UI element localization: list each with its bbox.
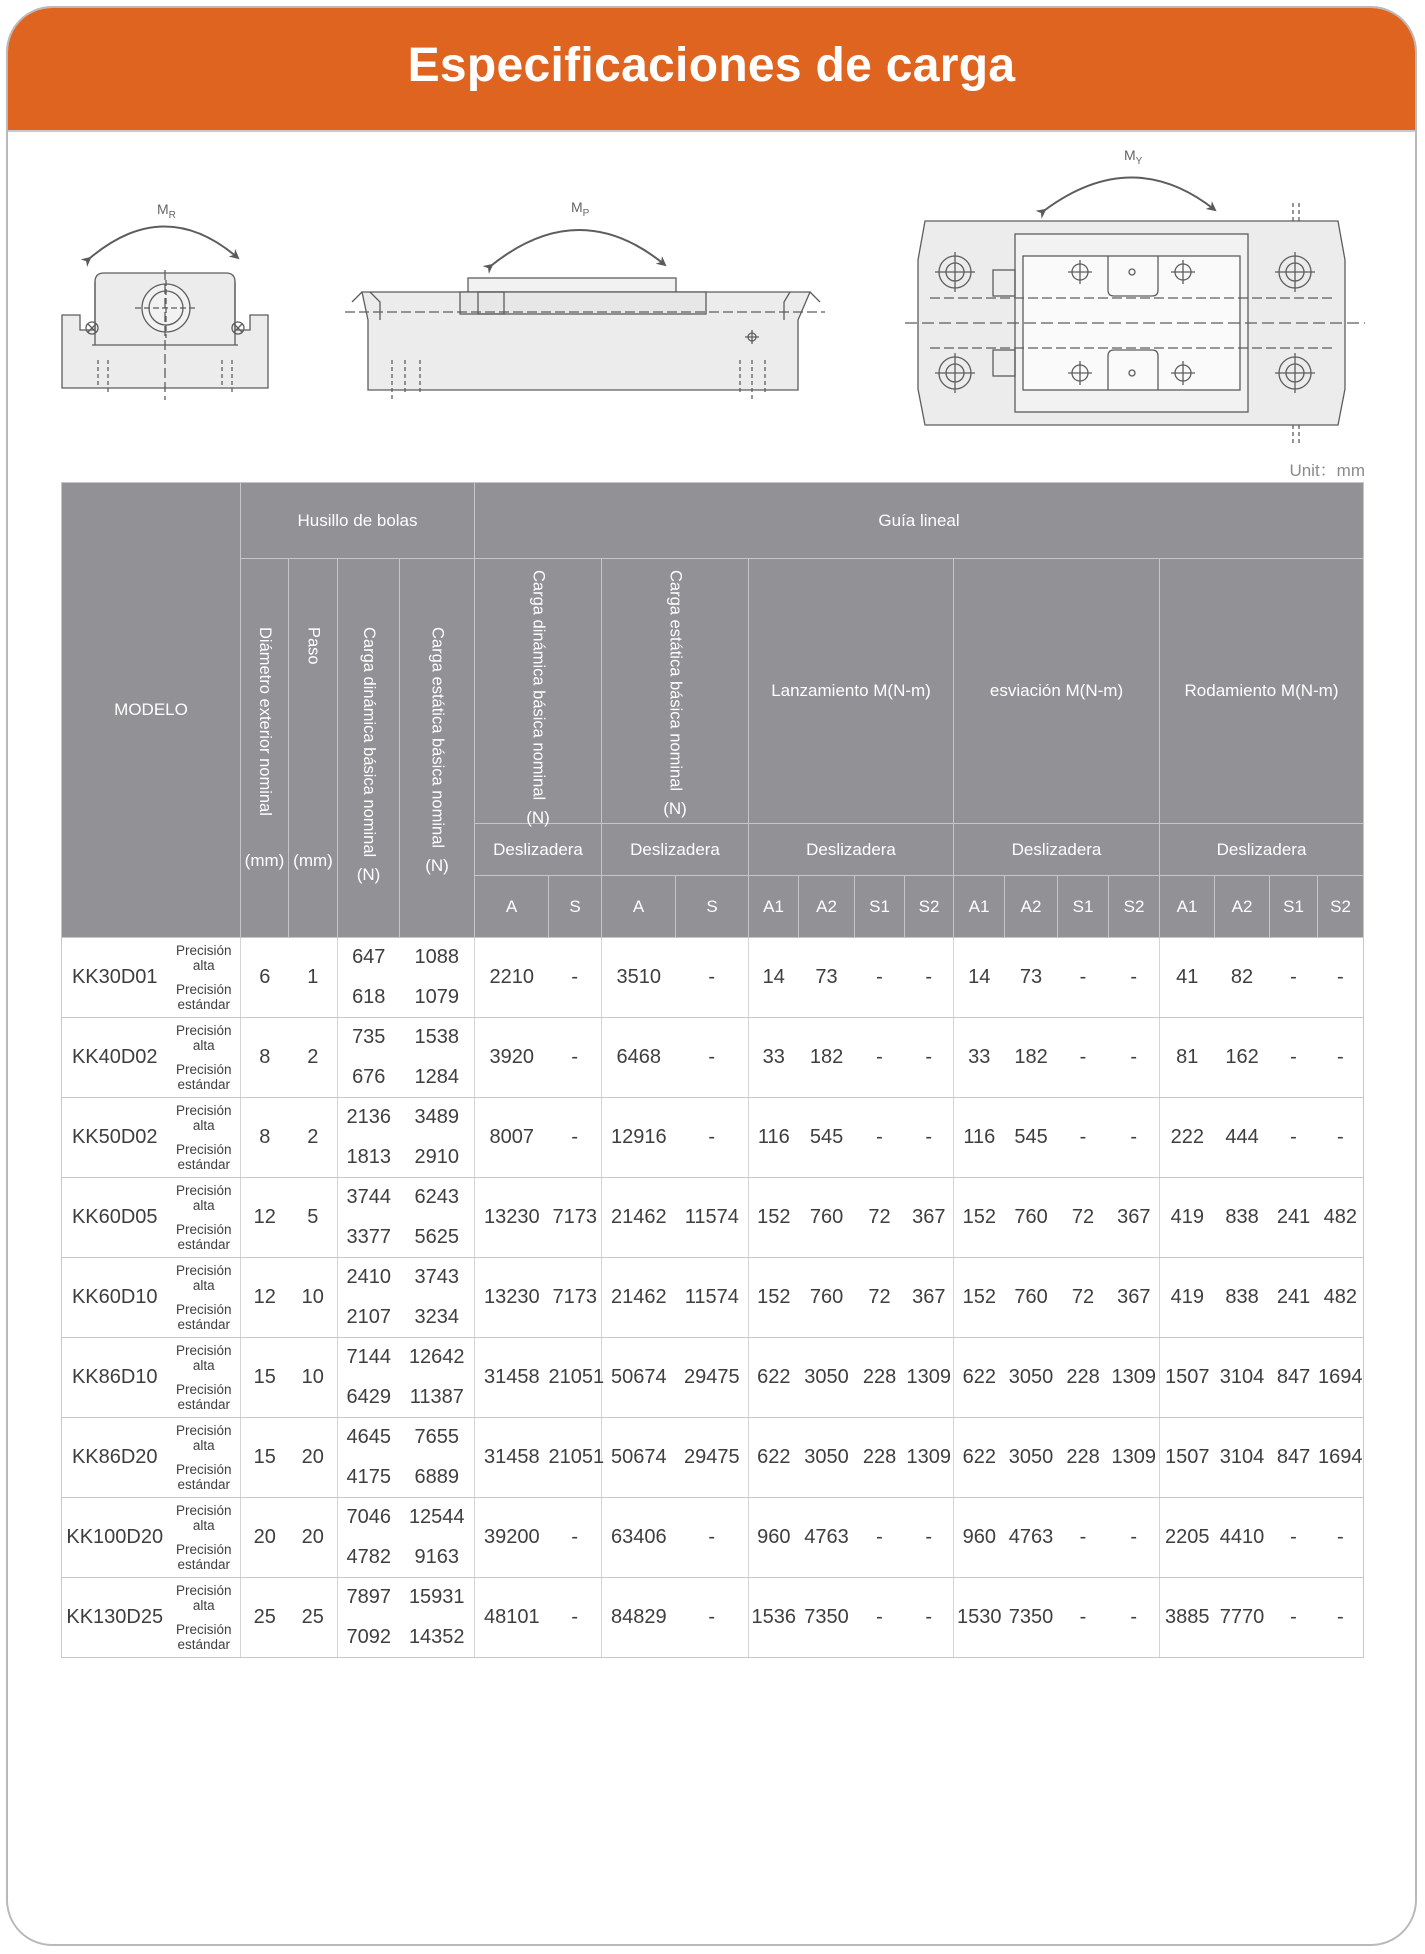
yaw-moment-cell: - — [1109, 1098, 1160, 1178]
precision-high-label: Precisión alta — [168, 938, 241, 978]
pitch-cell: 10 — [289, 1258, 338, 1338]
guide-static-s: 11574 — [676, 1258, 749, 1338]
pitch-moment-cell: - — [855, 938, 905, 1018]
roll-moment-cell: 82 — [1215, 938, 1270, 1018]
screw-dynamic-high: 7046 — [338, 1498, 400, 1538]
pitch-moment-cell: 1309 — [905, 1418, 954, 1498]
pitch-moment-cell: 228 — [855, 1338, 905, 1418]
pitch-moment-cell: 760 — [799, 1178, 855, 1258]
yaw-moment-cell: 72 — [1058, 1258, 1109, 1338]
guide-dynamic-s: 7173 — [549, 1258, 602, 1338]
yaw-moment-cell: 760 — [1005, 1258, 1058, 1338]
pitch-moment-cell: 1309 — [905, 1338, 954, 1418]
sub-header-a: A — [602, 876, 676, 938]
yaw-moment-cell: 4763 — [1005, 1498, 1058, 1578]
table-body — [62, 938, 1364, 1658]
screw-static-std: 5625 — [400, 1218, 475, 1258]
guide-static-s: - — [676, 1578, 749, 1658]
unit-label: Unit：mm — [1289, 461, 1365, 480]
yaw-moment-cell: 33 — [954, 1018, 1005, 1098]
roll-moment-cell: 419 — [1160, 1258, 1215, 1338]
guide-static-a: 50674 — [602, 1338, 676, 1418]
yaw-moment-cell: 1309 — [1109, 1338, 1160, 1418]
pitch-moment-cell: 367 — [905, 1258, 954, 1338]
roll-moment-cell: 1507 — [1160, 1418, 1215, 1498]
roll-moment-cell: - — [1318, 938, 1364, 1018]
table-row — [62, 1098, 1364, 1138]
roll-moment-cell: 241 — [1270, 1258, 1318, 1338]
roll-moment-cell: 1694 — [1318, 1418, 1364, 1498]
guide-dynamic-a: 13230 — [475, 1258, 549, 1338]
roll-moment-cell: 2205 — [1160, 1498, 1215, 1578]
table-row — [62, 938, 1364, 978]
yaw-moment-cell: 1309 — [1109, 1418, 1160, 1498]
precision-std-label: Precisión estándar — [168, 978, 241, 1018]
moment-diagrams — [0, 0, 1425, 470]
col-header-rolling: Rodamiento M(N-m) — [1160, 559, 1364, 824]
precision-high-label: Precisión alta — [168, 1098, 241, 1138]
precision-std-label: Precisión estándar — [168, 1218, 241, 1258]
yaw-moment-cell: 760 — [1005, 1178, 1058, 1258]
screw-static-std: 14352 — [400, 1618, 475, 1658]
pitch-moment-cell: 367 — [905, 1178, 954, 1258]
screw-dynamic-high: 7144 — [338, 1338, 400, 1378]
roll-moment-cell: - — [1318, 1498, 1364, 1578]
guide-dynamic-s: 21051 — [549, 1338, 602, 1418]
roll-moment-cell: 847 — [1270, 1418, 1318, 1498]
pitch-cell: 20 — [289, 1498, 338, 1578]
roll-moment-cell: 241 — [1270, 1178, 1318, 1258]
table-row — [62, 1578, 1364, 1618]
yaw-moment-cell: - — [1058, 1018, 1109, 1098]
model-cell: KK40D02 — [62, 1018, 168, 1098]
slider-header: Deslizadera — [954, 824, 1160, 876]
guide-static-a: 84829 — [602, 1578, 676, 1658]
yaw-moment-cell: - — [1109, 938, 1160, 1018]
screw-dynamic-high: 735 — [338, 1018, 400, 1058]
precision-std-label: Precisión estándar — [168, 1618, 241, 1658]
roll-moment-cell: 7770 — [1215, 1578, 1270, 1658]
yaw-moment-cell: 182 — [1005, 1018, 1058, 1098]
screw-static-high: 7655 — [414, 1426, 459, 1449]
screw-static-high: 3489 — [414, 1106, 459, 1129]
roll-moment-cell: 419 — [1160, 1178, 1215, 1258]
pitch-moment-cell: 1536 — [749, 1578, 799, 1658]
pitch-moment-cell: - — [905, 1018, 954, 1098]
pitch-moment-cell: - — [855, 1018, 905, 1098]
pitch-cell: 1 — [289, 938, 338, 1018]
guide-dynamic-a: 3920 — [475, 1018, 549, 1098]
sub-header-s2: S2 — [1109, 876, 1160, 938]
slider-header: Deslizadera — [602, 824, 749, 876]
yaw-moment-cell: 72 — [1058, 1178, 1109, 1258]
pitch-cell: 20 — [289, 1418, 338, 1498]
sub-header-s2: S2 — [905, 876, 954, 938]
pitch-moment-cell: 545 — [799, 1098, 855, 1178]
precision-high-label: Precisión alta — [168, 1018, 241, 1058]
pitch-moment-cell: - — [855, 1498, 905, 1578]
roll-moment-cell: 847 — [1270, 1338, 1318, 1418]
roll-moment-cell: 444 — [1215, 1098, 1270, 1178]
guide-static-s: - — [676, 1098, 749, 1178]
roll-moment-cell: - — [1270, 1098, 1318, 1178]
guide-static-s: 11574 — [676, 1178, 749, 1258]
precision-std-label: Precisión estándar — [168, 1538, 241, 1578]
pitch-moment-cell: - — [905, 938, 954, 1018]
pitching-moment-diagram — [345, 199, 825, 400]
roll-moment-cell: - — [1270, 938, 1318, 1018]
pitch-moment-cell: 622 — [749, 1418, 799, 1498]
yaw-moment-cell: 116 — [954, 1098, 1005, 1178]
col-header-model: MODELO — [62, 483, 241, 938]
guide-static-a: 6468 — [602, 1018, 676, 1098]
guide-static-a: 50674 — [602, 1418, 676, 1498]
table-row — [62, 1018, 1364, 1058]
screw-dynamic-std: 6429 — [338, 1378, 400, 1418]
col-header-screw-dynamic: Carga dinámica básica nominal (N) — [338, 559, 400, 938]
guide-dynamic-a: 48101 — [475, 1578, 549, 1658]
roll-moment-cell: 838 — [1215, 1178, 1270, 1258]
model-cell: KK60D10 — [62, 1258, 168, 1338]
table-row — [62, 1338, 1364, 1378]
yaw-moment-cell: - — [1058, 938, 1109, 1018]
diameter-cell: 20 — [241, 1498, 289, 1578]
guide-static-a: 63406 — [602, 1498, 676, 1578]
diameter-cell: 12 — [241, 1258, 289, 1338]
guide-dynamic-a: 13230 — [475, 1178, 549, 1258]
sub-header-a2: A2 — [799, 876, 855, 938]
precision-high-label: Precisión alta — [168, 1498, 241, 1538]
guide-dynamic-s: 21051 — [549, 1418, 602, 1498]
rolling-moment-diagram — [62, 201, 268, 400]
model-cell: KK86D20 — [62, 1418, 168, 1498]
slider-header: Deslizadera — [749, 824, 954, 876]
screw-static-high: 12642 — [408, 1346, 465, 1369]
pitch-moment-cell: - — [905, 1578, 954, 1658]
yaw-moment-cell: - — [1058, 1498, 1109, 1578]
pitch-moment-cell: - — [855, 1578, 905, 1658]
yaw-moment-cell: 14 — [954, 938, 1005, 1018]
screw-dynamic-high: 2410 — [338, 1258, 400, 1298]
roll-moment-cell: 1507 — [1160, 1338, 1215, 1418]
col-header-ballscrew: Husillo de bolas — [241, 483, 475, 559]
roll-moment-cell: 3885 — [1160, 1578, 1215, 1658]
model-cell: KK100D20 — [62, 1498, 168, 1578]
roll-moment-cell: 838 — [1215, 1258, 1270, 1338]
roll-moment-cell: 482 — [1318, 1258, 1364, 1338]
col-header-pitch: Paso (mm) — [289, 559, 338, 938]
screw-static-std: 3234 — [400, 1298, 475, 1338]
guide-static-a: 3510 — [602, 938, 676, 1018]
mr-label: $M_R$ — [157, 201, 176, 221]
pitch-moment-cell: 760 — [799, 1258, 855, 1338]
screw-dynamic-std: 4782 — [338, 1538, 400, 1578]
screw-dynamic-high: 7897 — [338, 1578, 400, 1618]
pitch-moment-cell: 622 — [749, 1338, 799, 1418]
pitch-moment-cell: 3050 — [799, 1418, 855, 1498]
col-header-guide-static: Carga estática básica nominal (N) — [602, 559, 749, 824]
screw-static-high: 12544 — [408, 1506, 465, 1529]
guide-dynamic-s: 7173 — [549, 1178, 602, 1258]
pitch-moment-cell: - — [855, 1098, 905, 1178]
precision-std-label: Precisión estándar — [168, 1378, 241, 1418]
yaw-moment-cell: - — [1109, 1018, 1160, 1098]
pitch-moment-cell: 4763 — [799, 1498, 855, 1578]
precision-high-label: Precisión alta — [168, 1418, 241, 1458]
screw-static-high: 1088 — [414, 946, 459, 969]
roll-moment-cell: - — [1318, 1018, 1364, 1098]
screw-static-std: 6889 — [400, 1458, 475, 1498]
screw-static-std: 1284 — [400, 1058, 475, 1098]
pitch-moment-cell: 7350 — [799, 1578, 855, 1658]
screw-dynamic-std: 4175 — [338, 1458, 400, 1498]
precision-std-label: Precisión estándar — [168, 1298, 241, 1338]
model-cell: KK60D05 — [62, 1178, 168, 1258]
sub-header-a2: A2 — [1005, 876, 1058, 938]
roll-moment-cell: 3104 — [1215, 1338, 1270, 1418]
pitch-moment-cell: 14 — [749, 938, 799, 1018]
sub-header-s: S — [549, 876, 602, 938]
pitch-moment-cell: 182 — [799, 1018, 855, 1098]
guide-dynamic-s: - — [549, 1498, 602, 1578]
yaw-moment-cell: 622 — [954, 1418, 1005, 1498]
sub-header-s2: S2 — [1318, 876, 1364, 938]
precision-std-label: Precisión estándar — [168, 1138, 241, 1178]
yaw-moment-cell: 367 — [1109, 1258, 1160, 1338]
yawing-moment-diagram — [905, 147, 1365, 446]
sub-header-a2: A2 — [1215, 876, 1270, 938]
screw-static-std: 1079 — [400, 978, 475, 1018]
precision-high-label: Precisión alta — [168, 1338, 241, 1378]
roll-moment-cell: 3104 — [1215, 1418, 1270, 1498]
pitch-moment-cell: 33 — [749, 1018, 799, 1098]
diameter-cell: 15 — [241, 1418, 289, 1498]
pitch-moment-cell: 960 — [749, 1498, 799, 1578]
guide-static-a: 12916 — [602, 1098, 676, 1178]
pitch-cell: 25 — [289, 1578, 338, 1658]
guide-static-s: 29475 — [676, 1418, 749, 1498]
roll-moment-cell: - — [1270, 1018, 1318, 1098]
screw-dynamic-std: 3377 — [338, 1218, 400, 1258]
screw-dynamic-high: 647 — [338, 938, 400, 978]
guide-dynamic-s: - — [549, 1098, 602, 1178]
roll-moment-cell: 482 — [1318, 1178, 1364, 1258]
screw-static-high: 6243 — [414, 1186, 459, 1209]
sub-header-s1: S1 — [1270, 876, 1318, 938]
roll-moment-cell: - — [1270, 1578, 1318, 1658]
roll-moment-cell: - — [1318, 1578, 1364, 1658]
pitch-moment-cell: 116 — [749, 1098, 799, 1178]
screw-dynamic-std: 618 — [338, 978, 400, 1018]
pitch-moment-cell: 72 — [855, 1258, 905, 1338]
screw-static-std: 11387 — [400, 1378, 475, 1418]
pitch-cell: 5 — [289, 1178, 338, 1258]
model-cell: KK50D02 — [62, 1098, 168, 1178]
sub-header-s: S — [676, 876, 749, 938]
yaw-moment-cell: 228 — [1058, 1418, 1109, 1498]
roll-moment-cell: 1694 — [1318, 1338, 1364, 1418]
guide-static-a: 21462 — [602, 1178, 676, 1258]
guide-dynamic-s: - — [549, 1018, 602, 1098]
pitch-cell: 2 — [289, 1018, 338, 1098]
col-header-diameter: Diámetro exterior nominal (mm) — [241, 559, 289, 938]
table-row — [62, 1178, 1364, 1218]
diameter-cell: 6 — [241, 938, 289, 1018]
pitch-moment-cell: - — [905, 1098, 954, 1178]
screw-static-std: 9163 — [400, 1538, 475, 1578]
screw-dynamic-high: 4645 — [338, 1418, 400, 1458]
diameter-cell: 12 — [241, 1178, 289, 1258]
screw-static-high: 15931 — [408, 1586, 465, 1609]
my-label: $M_Y$ — [1124, 147, 1143, 167]
pitch-moment-cell: 72 — [855, 1178, 905, 1258]
col-header-guide-dynamic: Carga dinámica básica nominal (N) — [475, 559, 602, 824]
screw-static-high: 3743 — [414, 1266, 459, 1289]
table-row — [62, 1418, 1364, 1458]
table-row — [62, 1498, 1364, 1538]
yaw-moment-cell: - — [1058, 1098, 1109, 1178]
diameter-cell: 8 — [241, 1018, 289, 1098]
guide-dynamic-a: 31458 — [475, 1418, 549, 1498]
yaw-moment-cell: 152 — [954, 1258, 1005, 1338]
col-header-linear-guide: Guía lineal — [475, 483, 1364, 559]
pitch-moment-cell: - — [905, 1498, 954, 1578]
yaw-moment-cell: 3050 — [1005, 1418, 1058, 1498]
precision-std-label: Precisión estándar — [168, 1058, 241, 1098]
roll-moment-cell: - — [1318, 1098, 1364, 1178]
pitch-moment-cell: 3050 — [799, 1338, 855, 1418]
model-cell: KK30D01 — [62, 938, 168, 1018]
sub-header-a1: A1 — [954, 876, 1005, 938]
yaw-moment-cell: 7350 — [1005, 1578, 1058, 1658]
col-header-screw-static: Carga estática básica nominal (N) — [400, 559, 475, 938]
col-header-pitching: Lanzamiento M(N-m) — [749, 559, 954, 824]
guide-dynamic-s: - — [549, 1578, 602, 1658]
guide-dynamic-a: 2210 — [475, 938, 549, 1018]
yaw-moment-cell: 228 — [1058, 1338, 1109, 1418]
roll-moment-cell: - — [1270, 1498, 1318, 1578]
screw-dynamic-high: 3744 — [338, 1178, 400, 1218]
pitch-moment-cell: 228 — [855, 1418, 905, 1498]
sub-header-a: A — [475, 876, 549, 938]
screw-dynamic-std: 7092 — [338, 1618, 400, 1658]
precision-high-label: Precisión alta — [168, 1258, 241, 1298]
pitch-cell: 2 — [289, 1098, 338, 1178]
screw-dynamic-std: 2107 — [338, 1298, 400, 1338]
screw-dynamic-std: 1813 — [338, 1138, 400, 1178]
pitch-moment-cell: 152 — [749, 1258, 799, 1338]
guide-dynamic-a: 39200 — [475, 1498, 549, 1578]
guide-dynamic-a: 8007 — [475, 1098, 549, 1178]
model-cell: KK130D25 — [62, 1578, 168, 1658]
model-cell: KK86D10 — [62, 1338, 168, 1418]
roll-moment-cell: 41 — [1160, 938, 1215, 1018]
yaw-moment-cell: 622 — [954, 1338, 1005, 1418]
guide-static-s: - — [676, 938, 749, 1018]
screw-static-high: 1538 — [414, 1026, 459, 1049]
yaw-moment-cell: 1530 — [954, 1578, 1005, 1658]
guide-static-a: 21462 — [602, 1258, 676, 1338]
page-title: Especificaciones de carga — [407, 39, 1016, 92]
mp-label: $M_P$ — [571, 199, 590, 219]
table-row — [62, 1258, 1364, 1298]
pitch-cell: 10 — [289, 1338, 338, 1418]
yaw-moment-cell: - — [1109, 1578, 1160, 1658]
diameter-cell: 25 — [241, 1578, 289, 1658]
sub-header-s1: S1 — [1058, 876, 1109, 938]
screw-dynamic-std: 676 — [338, 1058, 400, 1098]
load-spec-table — [61, 482, 1364, 1658]
col-header-yawing: esviación M(N-m) — [954, 559, 1160, 824]
sub-header-s1: S1 — [855, 876, 905, 938]
yaw-moment-cell: 367 — [1109, 1178, 1160, 1258]
diameter-cell: 15 — [241, 1338, 289, 1418]
roll-moment-cell: 162 — [1215, 1018, 1270, 1098]
yaw-moment-cell: 152 — [954, 1178, 1005, 1258]
precision-high-label: Precisión alta — [168, 1578, 241, 1618]
precision-high-label: Precisión alta — [168, 1178, 241, 1218]
slider-header: Deslizadera — [1160, 824, 1364, 876]
yaw-moment-cell: - — [1058, 1578, 1109, 1658]
roll-moment-cell: 4410 — [1215, 1498, 1270, 1578]
roll-moment-cell: 222 — [1160, 1098, 1215, 1178]
yaw-moment-cell: 960 — [954, 1498, 1005, 1578]
guide-dynamic-a: 31458 — [475, 1338, 549, 1418]
pitch-moment-cell: 73 — [799, 938, 855, 1018]
guide-static-s: 29475 — [676, 1338, 749, 1418]
guide-static-s: - — [676, 1018, 749, 1098]
roll-moment-cell: 81 — [1160, 1018, 1215, 1098]
yaw-moment-cell: 3050 — [1005, 1338, 1058, 1418]
guide-dynamic-s: - — [549, 938, 602, 1018]
sub-header-a1: A1 — [1160, 876, 1215, 938]
precision-std-label: Precisión estándar — [168, 1458, 241, 1498]
yaw-moment-cell: 73 — [1005, 938, 1058, 1018]
pitch-moment-cell: 152 — [749, 1178, 799, 1258]
yaw-moment-cell: 545 — [1005, 1098, 1058, 1178]
diameter-cell: 8 — [241, 1098, 289, 1178]
guide-static-s: - — [676, 1498, 749, 1578]
yaw-moment-cell: - — [1109, 1498, 1160, 1578]
screw-dynamic-high: 2136 — [338, 1098, 400, 1138]
slider-header: Deslizadera — [475, 824, 602, 876]
screw-static-std: 2910 — [400, 1138, 475, 1178]
sub-header-a1: A1 — [749, 876, 799, 938]
